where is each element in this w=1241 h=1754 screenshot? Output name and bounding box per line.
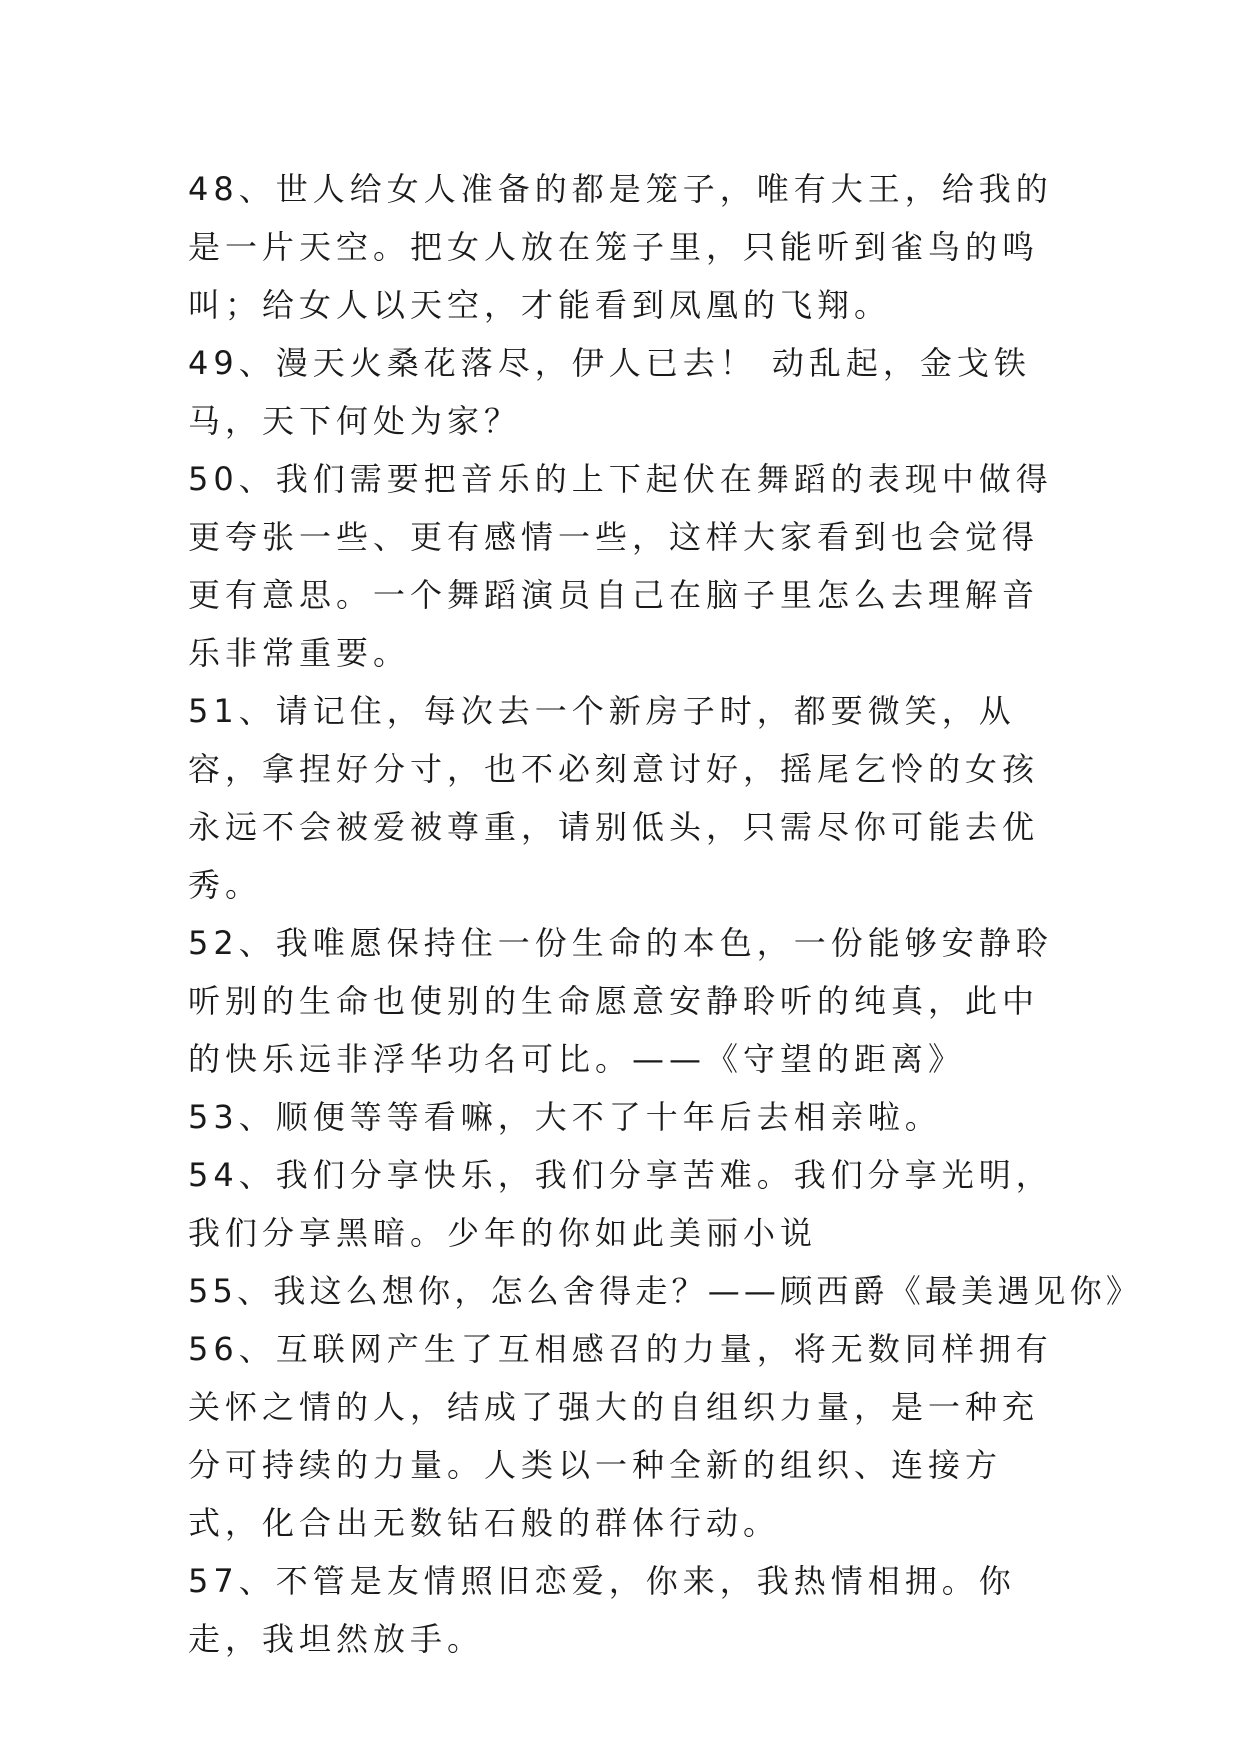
list-item: 51、请记住，每次去一个新房子时，都要微笑，从容，拿捏好分寸，也不必刻意讨好，摇尾乞怜的女孩永远不会被爱被尊重，请别低头，只需尽你可能去优秀。 (188, 692, 1040, 904)
list-item: 48、世人给女人准备的都是笼子，唯有大王，给我的是一片天空。把女人放在笼子里，只能听到雀鸟的鸣叫；给女人以天空，才能看到凤凰的飞翔。 (188, 170, 1053, 324)
list-item: 56、互联网产生了互相感召的力量，将无数同样拥有关怀之情的人，结成了强大的自组织力量，是一种充分可持续的力量。人类以一种全新的组织、连接方式，化合出无数钻石般的群体行动。 (188, 1330, 1053, 1542)
list-item: 54、我们分享快乐，我们分享苦难。我们分享光明，我们分享黑暗。少年的你如此美丽小说 (188, 1156, 1053, 1252)
list-item: 53、顺便等等看嘛，大不了十年后去相亲啦。 (188, 1098, 942, 1136)
list-item: 49、漫天火桑花落尽，伊人已去！ 动乱起，金戈铁马，天下何处为家？ (188, 344, 1031, 440)
list-item: 50、我们需要把音乐的上下起伏在舞蹈的表现中做得更夸张一些、更有感情一些，这样大家看到也会觉得更有意思。一个舞蹈演员自己在脑子里怎么去理解音乐非常重要。 (188, 460, 1053, 672)
list-item: 52、我唯愿保持住一份生命的本色，一份能够安静聆听别的生命也使别的生命愿意安静聆听的纯真，此中的快乐远非浮华功名可比。——《守望的距离》 (188, 924, 1053, 1078)
list-item: 57、不管是友情照旧恋爱，你来，我热情相拥。你走，我坦然放手。 (188, 1562, 1016, 1658)
list-item: 55、我这么想你，怎么舍得走？——顾西爵《最美遇见你》 (188, 1272, 1143, 1310)
document-body (188, 160, 1143, 1668)
